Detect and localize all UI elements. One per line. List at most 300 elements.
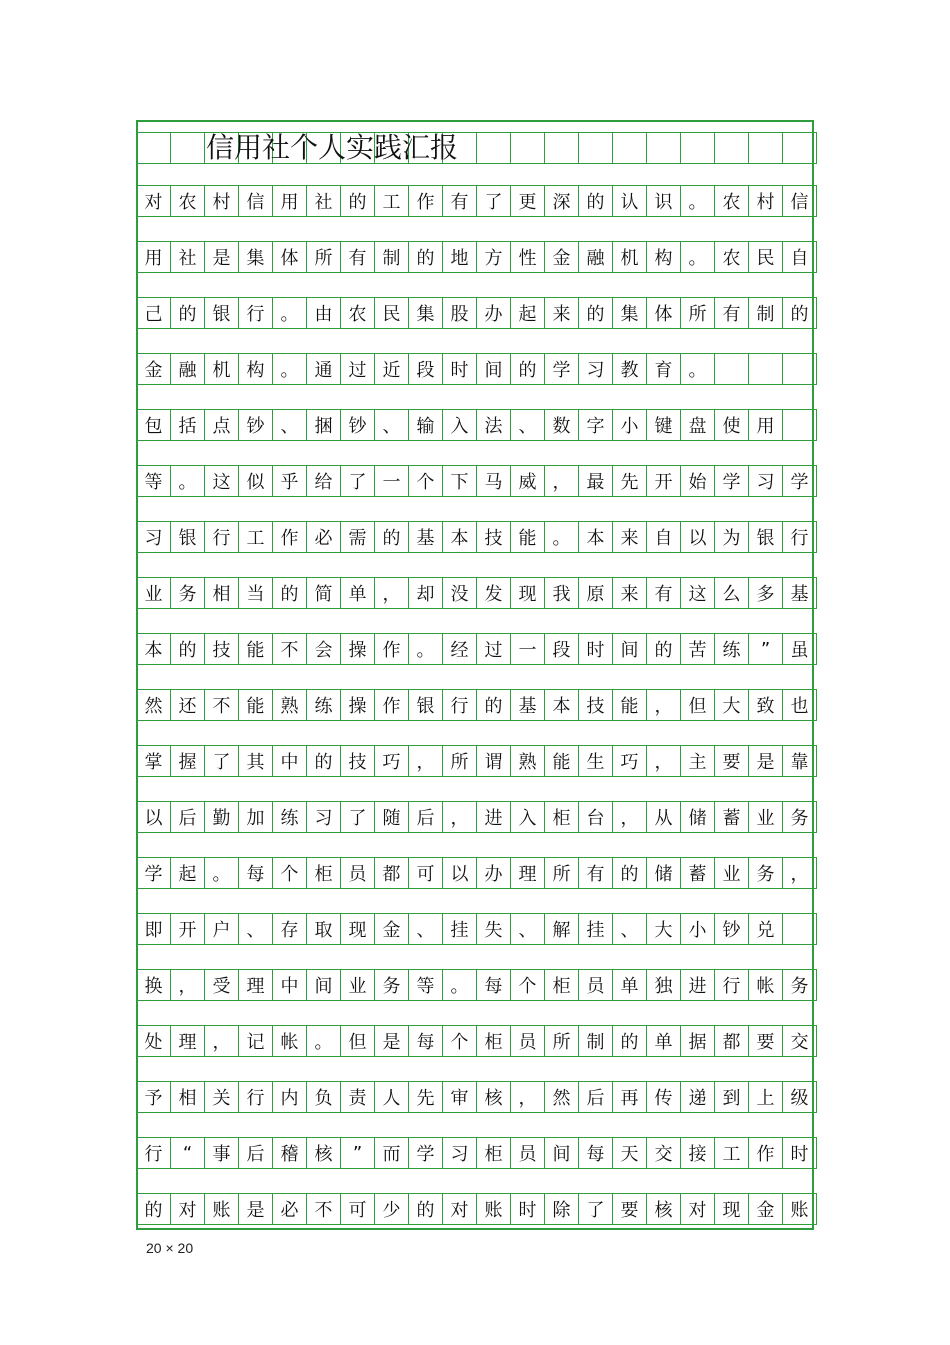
grid-cell xyxy=(783,353,817,385)
grid-cell: 内 xyxy=(273,1081,307,1113)
title-cell xyxy=(749,132,783,164)
grid-cell: 个 xyxy=(511,969,545,1001)
grid-cell: 每 xyxy=(579,1137,613,1169)
grid-cell: 工 xyxy=(239,521,273,553)
grid-cell: 银 xyxy=(205,297,239,329)
grid-cell: 农 xyxy=(715,185,749,217)
grid-cell: 体 xyxy=(273,241,307,273)
title-cell xyxy=(613,132,647,164)
grid-cell: 苦 xyxy=(681,633,715,665)
grid-cell: 要 xyxy=(715,745,749,777)
grid-cell: 基 xyxy=(511,689,545,721)
grid-cell: 账 xyxy=(477,1193,511,1225)
grid-cell: 要 xyxy=(749,1025,783,1057)
grid-cell: 育 xyxy=(647,353,681,385)
grid-cell: 民 xyxy=(375,297,409,329)
grid-cell: 马 xyxy=(477,465,511,497)
grid-cell xyxy=(749,353,783,385)
grid-cell: 熟 xyxy=(511,745,545,777)
grid-cell: 有 xyxy=(715,297,749,329)
grid-cell: 柜 xyxy=(307,857,341,889)
grid-cell: 间 xyxy=(613,633,647,665)
grid-cell: 银 xyxy=(749,521,783,553)
grid-cell: 基 xyxy=(409,521,443,553)
grid-cell: 方 xyxy=(477,241,511,273)
grid-cell: 其 xyxy=(239,745,273,777)
grid-cell: 数 xyxy=(545,409,579,441)
grid-cell: 威 xyxy=(511,465,545,497)
grid-cell: 一 xyxy=(375,465,409,497)
grid-cell: 掌 xyxy=(137,745,171,777)
grid-cell: 集 xyxy=(239,241,273,273)
grid-cell: 深 xyxy=(545,185,579,217)
grid-cell: 务 xyxy=(749,857,783,889)
grid-cell: 的 xyxy=(171,297,205,329)
grid-cell: 但 xyxy=(681,689,715,721)
grid-cell: 自 xyxy=(647,521,681,553)
grid-cell: 少 xyxy=(375,1193,409,1225)
grid-cell: 靠 xyxy=(783,745,817,777)
grid-cell: 村 xyxy=(205,185,239,217)
grid-cell: 练 xyxy=(307,689,341,721)
grid-cell: 过 xyxy=(477,633,511,665)
grid-cell: 业 xyxy=(137,577,171,609)
grid-cell: 。 xyxy=(409,633,443,665)
grid-cell: 么 xyxy=(715,577,749,609)
grid-cell: 接 xyxy=(681,1137,715,1169)
grid-cell: 是 xyxy=(239,1193,273,1225)
grid-cell: 。 xyxy=(545,521,579,553)
grid-cell: 交 xyxy=(783,1025,817,1057)
grid-cell: 小 xyxy=(613,409,647,441)
grid-cell: 的 xyxy=(579,297,613,329)
grid-cell: 学 xyxy=(545,353,579,385)
grid-cell: 挂 xyxy=(443,913,477,945)
grid-cell: 所 xyxy=(307,241,341,273)
grid-cell: 下 xyxy=(443,465,477,497)
grid-cell: 的 xyxy=(307,745,341,777)
grid-cell: 行 xyxy=(239,1081,273,1113)
grid-size-label: 20 × 20 xyxy=(146,1240,194,1256)
grid-cell: 起 xyxy=(171,857,205,889)
grid-cell: 习 xyxy=(579,353,613,385)
grid-cell: 不 xyxy=(205,689,239,721)
grid-cell: 帐 xyxy=(749,969,783,1001)
grid-cell: 用 xyxy=(749,409,783,441)
grid-cell: 后 xyxy=(579,1081,613,1113)
grid-cell: 技 xyxy=(205,633,239,665)
grid-cell: 。 xyxy=(681,241,715,273)
grid-cell xyxy=(783,409,817,441)
grid-cell: 理 xyxy=(239,969,273,1001)
grid-cell: 这 xyxy=(205,465,239,497)
grid-cell: 工 xyxy=(375,185,409,217)
title-cell xyxy=(681,132,715,164)
grid-cell: 融 xyxy=(579,241,613,273)
grid-cell: 的 xyxy=(341,185,375,217)
grid-cell: 技 xyxy=(579,689,613,721)
grid-cell: ， xyxy=(511,1081,545,1113)
grid-cell: 能 xyxy=(511,521,545,553)
grid-cell: 时 xyxy=(579,633,613,665)
grid-cell: 递 xyxy=(681,1081,715,1113)
grid-cell: 练 xyxy=(715,633,749,665)
grid-cell: 业 xyxy=(715,857,749,889)
grid-cell: 有 xyxy=(579,857,613,889)
grid-cell: 金 xyxy=(749,1193,783,1225)
title-cell xyxy=(477,132,511,164)
grid-cell: 蓄 xyxy=(715,801,749,833)
grid-cell: 后 xyxy=(409,801,443,833)
grid-cell: 银 xyxy=(409,689,443,721)
grid-cell: 时 xyxy=(511,1193,545,1225)
grid-cell: 需 xyxy=(341,521,375,553)
grid-cell: 社 xyxy=(171,241,205,273)
grid-cell: ， xyxy=(409,745,443,777)
grid-cell: 大 xyxy=(647,913,681,945)
grid-cell: 习 xyxy=(443,1137,477,1169)
grid-cell: 账 xyxy=(783,1193,817,1225)
grid-cell: 了 xyxy=(205,745,239,777)
grid-cell: 制 xyxy=(579,1025,613,1057)
grid-cell: 本 xyxy=(137,633,171,665)
grid-cell: 据 xyxy=(681,1025,715,1057)
grid-cell: 开 xyxy=(171,913,205,945)
grid-cell: 融 xyxy=(171,353,205,385)
grid-cell: 入 xyxy=(511,801,545,833)
grid-cell: 、 xyxy=(511,913,545,945)
grid-cell: 体 xyxy=(647,297,681,329)
grid-cell: 然 xyxy=(137,689,171,721)
grid-cell: 钞 xyxy=(341,409,375,441)
grid-cell: 从 xyxy=(647,801,681,833)
grid-cell: 作 xyxy=(375,633,409,665)
grid-cell: 每 xyxy=(409,1025,443,1057)
grid-cell: 柜 xyxy=(545,969,579,1001)
grid-cell: 作 xyxy=(375,689,409,721)
grid-cell: 是 xyxy=(749,745,783,777)
grid-cell: 必 xyxy=(273,1193,307,1225)
grid-cell: 现 xyxy=(341,913,375,945)
grid-cell: 业 xyxy=(749,801,783,833)
grid-cell: 务 xyxy=(171,577,205,609)
grid-cell: 识 xyxy=(647,185,681,217)
grid-cell: 人 xyxy=(375,1081,409,1113)
grid-cell: 作 xyxy=(273,521,307,553)
grid-cell: 再 xyxy=(613,1081,647,1113)
grid-cell: 都 xyxy=(715,1025,749,1057)
grid-cell: 失 xyxy=(477,913,511,945)
grid-cell: 事 xyxy=(205,1137,239,1169)
grid-cell: 学 xyxy=(137,857,171,889)
grid-cell: 的 xyxy=(273,577,307,609)
grid-cell: 行 xyxy=(205,521,239,553)
grid-cell: 的 xyxy=(647,633,681,665)
grid-cell: 认 xyxy=(613,185,647,217)
grid-cell: 随 xyxy=(375,801,409,833)
grid-cell: 习 xyxy=(749,465,783,497)
grid-cell: 技 xyxy=(477,521,511,553)
grid-cell: 有 xyxy=(443,185,477,217)
grid-cell: 对 xyxy=(171,1193,205,1225)
grid-cell: 当 xyxy=(239,577,273,609)
grid-cell: 以 xyxy=(137,801,171,833)
grid-cell: 是 xyxy=(375,1025,409,1057)
grid-cell: 中 xyxy=(273,969,307,1001)
title-cell xyxy=(545,132,579,164)
grid-cell: 。 xyxy=(205,857,239,889)
grid-cell: 构 xyxy=(239,353,273,385)
grid-cell: 的 xyxy=(409,241,443,273)
grid-cell: 自 xyxy=(783,241,817,273)
grid-cell: 、 xyxy=(613,913,647,945)
grid-cell: 务 xyxy=(375,969,409,1001)
grid-cell: 银 xyxy=(171,521,205,553)
grid-cell: 员 xyxy=(579,969,613,1001)
grid-cell: 通 xyxy=(307,353,341,385)
grid-cell: 存 xyxy=(273,913,307,945)
grid-cell: 来 xyxy=(613,577,647,609)
grid-cell: 务 xyxy=(783,969,817,1001)
grid-cell: 蓄 xyxy=(681,857,715,889)
grid-cell: 独 xyxy=(647,969,681,1001)
grid-cell: 不 xyxy=(307,1193,341,1225)
grid-cell: 段 xyxy=(409,353,443,385)
grid-cell: 致 xyxy=(749,689,783,721)
grid-cell: 了 xyxy=(579,1193,613,1225)
grid-cell: 。 xyxy=(273,297,307,329)
grid-cell: 个 xyxy=(273,857,307,889)
grid-cell: 等 xyxy=(409,969,443,1001)
grid-cell: 每 xyxy=(239,857,273,889)
grid-cell: 的 xyxy=(579,185,613,217)
grid-cell: 输 xyxy=(409,409,443,441)
grid-cell: 等 xyxy=(137,465,171,497)
grid-cell: 法 xyxy=(477,409,511,441)
grid-cell: 所 xyxy=(681,297,715,329)
grid-cell xyxy=(783,913,817,945)
title-cell xyxy=(137,132,171,164)
grid-cell: 集 xyxy=(613,297,647,329)
grid-cell: 、 xyxy=(239,913,273,945)
grid-cell: 来 xyxy=(545,297,579,329)
grid-cell: 能 xyxy=(545,745,579,777)
grid-cell: 个 xyxy=(443,1025,477,1057)
grid-cell: 处 xyxy=(137,1025,171,1057)
grid-cell: 每 xyxy=(477,969,511,1001)
grid-cell: 没 xyxy=(443,577,477,609)
grid-cell: 练 xyxy=(273,801,307,833)
grid-cell: 传 xyxy=(647,1081,681,1113)
grid-cell: 有 xyxy=(647,577,681,609)
grid-cell: ， xyxy=(647,689,681,721)
grid-cell: 时 xyxy=(783,1137,817,1169)
grid-cell: 原 xyxy=(579,577,613,609)
grid-cell: 加 xyxy=(239,801,273,833)
grid-cell: ” xyxy=(749,633,783,665)
grid-cell: 学 xyxy=(783,465,817,497)
grid-cell: 的 xyxy=(511,353,545,385)
grid-cell: 即 xyxy=(137,913,171,945)
grid-cell: 对 xyxy=(681,1193,715,1225)
grid-cell: 办 xyxy=(477,297,511,329)
grid-cell: 间 xyxy=(307,969,341,1001)
grid-cell: ” xyxy=(341,1137,375,1169)
grid-cell: 的 xyxy=(137,1193,171,1225)
grid-cell: 股 xyxy=(443,297,477,329)
grid-cell: 信 xyxy=(783,185,817,217)
grid-cell: 单 xyxy=(647,1025,681,1057)
grid-cell: 所 xyxy=(443,745,477,777)
grid-cell: 挂 xyxy=(579,913,613,945)
grid-cell: 、 xyxy=(511,409,545,441)
grid-cell: 、 xyxy=(273,409,307,441)
grid-cell: 农 xyxy=(715,241,749,273)
grid-cell: 本 xyxy=(579,521,613,553)
grid-cell: 钞 xyxy=(715,913,749,945)
grid-cell: 理 xyxy=(511,857,545,889)
grid-cell: 能 xyxy=(613,689,647,721)
grid-cell: 虽 xyxy=(783,633,817,665)
grid-cell: 本 xyxy=(545,689,579,721)
manuscript-grid-sheet xyxy=(136,120,814,1230)
grid-cell: 务 xyxy=(783,801,817,833)
grid-cell: 似 xyxy=(239,465,273,497)
grid-cell: 我 xyxy=(545,577,579,609)
grid-cell: 业 xyxy=(341,969,375,1001)
title-cell xyxy=(579,132,613,164)
grid-cell: 能 xyxy=(239,689,273,721)
grid-cell: 会 xyxy=(307,633,341,665)
grid-cell: 却 xyxy=(409,577,443,609)
grid-cell: 教 xyxy=(613,353,647,385)
grid-cell: 熟 xyxy=(273,689,307,721)
grid-cell: 的 xyxy=(613,1025,647,1057)
grid-cell: 点 xyxy=(205,409,239,441)
grid-cell: 金 xyxy=(137,353,171,385)
grid-cell: 稽 xyxy=(273,1137,307,1169)
grid-cell: 是 xyxy=(205,241,239,273)
grid-cell: 。 xyxy=(443,969,477,1001)
grid-cell: 中 xyxy=(273,745,307,777)
grid-cell: 机 xyxy=(205,353,239,385)
grid-cell: 用 xyxy=(273,185,307,217)
grid-cell: 学 xyxy=(409,1137,443,1169)
grid-cell: 所 xyxy=(545,1025,579,1057)
document-title: 信用社个人实践汇报 xyxy=(206,131,459,164)
grid-cell: 必 xyxy=(307,521,341,553)
grid-cell: 行 xyxy=(137,1137,171,1169)
grid-cell: 柜 xyxy=(545,801,579,833)
title-cell xyxy=(715,132,749,164)
grid-cell: 。 xyxy=(273,353,307,385)
title-cell xyxy=(171,132,205,164)
grid-cell: 进 xyxy=(681,969,715,1001)
grid-cell: 后 xyxy=(239,1137,273,1169)
title-cell xyxy=(783,132,817,164)
grid-cell: ， xyxy=(443,801,477,833)
grid-cell: 不 xyxy=(273,633,307,665)
grid-cell: 先 xyxy=(409,1081,443,1113)
grid-cell: 的 xyxy=(613,857,647,889)
grid-cell: 作 xyxy=(749,1137,783,1169)
grid-cell: 员 xyxy=(511,1137,545,1169)
grid-cell: 进 xyxy=(477,801,511,833)
grid-cell: 现 xyxy=(715,1193,749,1225)
grid-cell: 可 xyxy=(341,1193,375,1225)
grid-cell: 操 xyxy=(341,633,375,665)
grid-cell: 钞 xyxy=(239,409,273,441)
grid-cell: 上 xyxy=(749,1081,783,1113)
grid-cell: 。 xyxy=(307,1025,341,1057)
grid-cell: 对 xyxy=(137,185,171,217)
grid-cell: 大 xyxy=(715,689,749,721)
grid-cell: 的 xyxy=(783,297,817,329)
grid-cell: 握 xyxy=(171,745,205,777)
grid-cell: 柜 xyxy=(477,1137,511,1169)
grid-cell: 地 xyxy=(443,241,477,273)
grid-cell: 使 xyxy=(715,409,749,441)
grid-cell: 主 xyxy=(681,745,715,777)
grid-cell: 的 xyxy=(171,633,205,665)
grid-cell: 习 xyxy=(137,521,171,553)
grid-cell: 有 xyxy=(341,241,375,273)
grid-cell: 简 xyxy=(307,577,341,609)
grid-cell: 核 xyxy=(647,1193,681,1225)
grid-cell: 行 xyxy=(783,521,817,553)
grid-cell: 的 xyxy=(375,521,409,553)
grid-cell: 小 xyxy=(681,913,715,945)
title-cell xyxy=(647,132,681,164)
grid-cell: 记 xyxy=(239,1025,273,1057)
grid-cell: 都 xyxy=(375,857,409,889)
grid-cell: 行 xyxy=(443,689,477,721)
grid-cell: 巧 xyxy=(613,745,647,777)
grid-cell: 生 xyxy=(579,745,613,777)
grid-cell: 技 xyxy=(341,745,375,777)
grid-cell: ， xyxy=(171,969,205,1001)
grid-cell: 字 xyxy=(579,409,613,441)
grid-cell: 勤 xyxy=(205,801,239,833)
grid-cell: 包 xyxy=(137,409,171,441)
grid-cell: 了 xyxy=(341,801,375,833)
grid-cell: 金 xyxy=(545,241,579,273)
grid-cell: 开 xyxy=(647,465,681,497)
grid-cell: 乎 xyxy=(273,465,307,497)
grid-cell: 级 xyxy=(783,1081,817,1113)
grid-cell: 捆 xyxy=(307,409,341,441)
grid-cell: 。 xyxy=(681,353,715,385)
grid-cell: 先 xyxy=(613,465,647,497)
grid-cell: 最 xyxy=(579,465,613,497)
grid-cell: 要 xyxy=(613,1193,647,1225)
grid-cell: 现 xyxy=(511,577,545,609)
grid-cell: 为 xyxy=(715,521,749,553)
grid-cell: 交 xyxy=(647,1137,681,1169)
grid-cell: ， xyxy=(375,577,409,609)
grid-cell: 取 xyxy=(307,913,341,945)
grid-cell: 除 xyxy=(545,1193,579,1225)
grid-cell: 单 xyxy=(613,969,647,1001)
grid-cell: 而 xyxy=(375,1137,409,1169)
grid-cell: 发 xyxy=(477,577,511,609)
grid-cell: 括 xyxy=(171,409,205,441)
grid-cell: 兑 xyxy=(749,913,783,945)
grid-cell: 金 xyxy=(375,913,409,945)
grid-cell: 到 xyxy=(715,1081,749,1113)
grid-cell: 储 xyxy=(681,801,715,833)
grid-cell: 这 xyxy=(681,577,715,609)
